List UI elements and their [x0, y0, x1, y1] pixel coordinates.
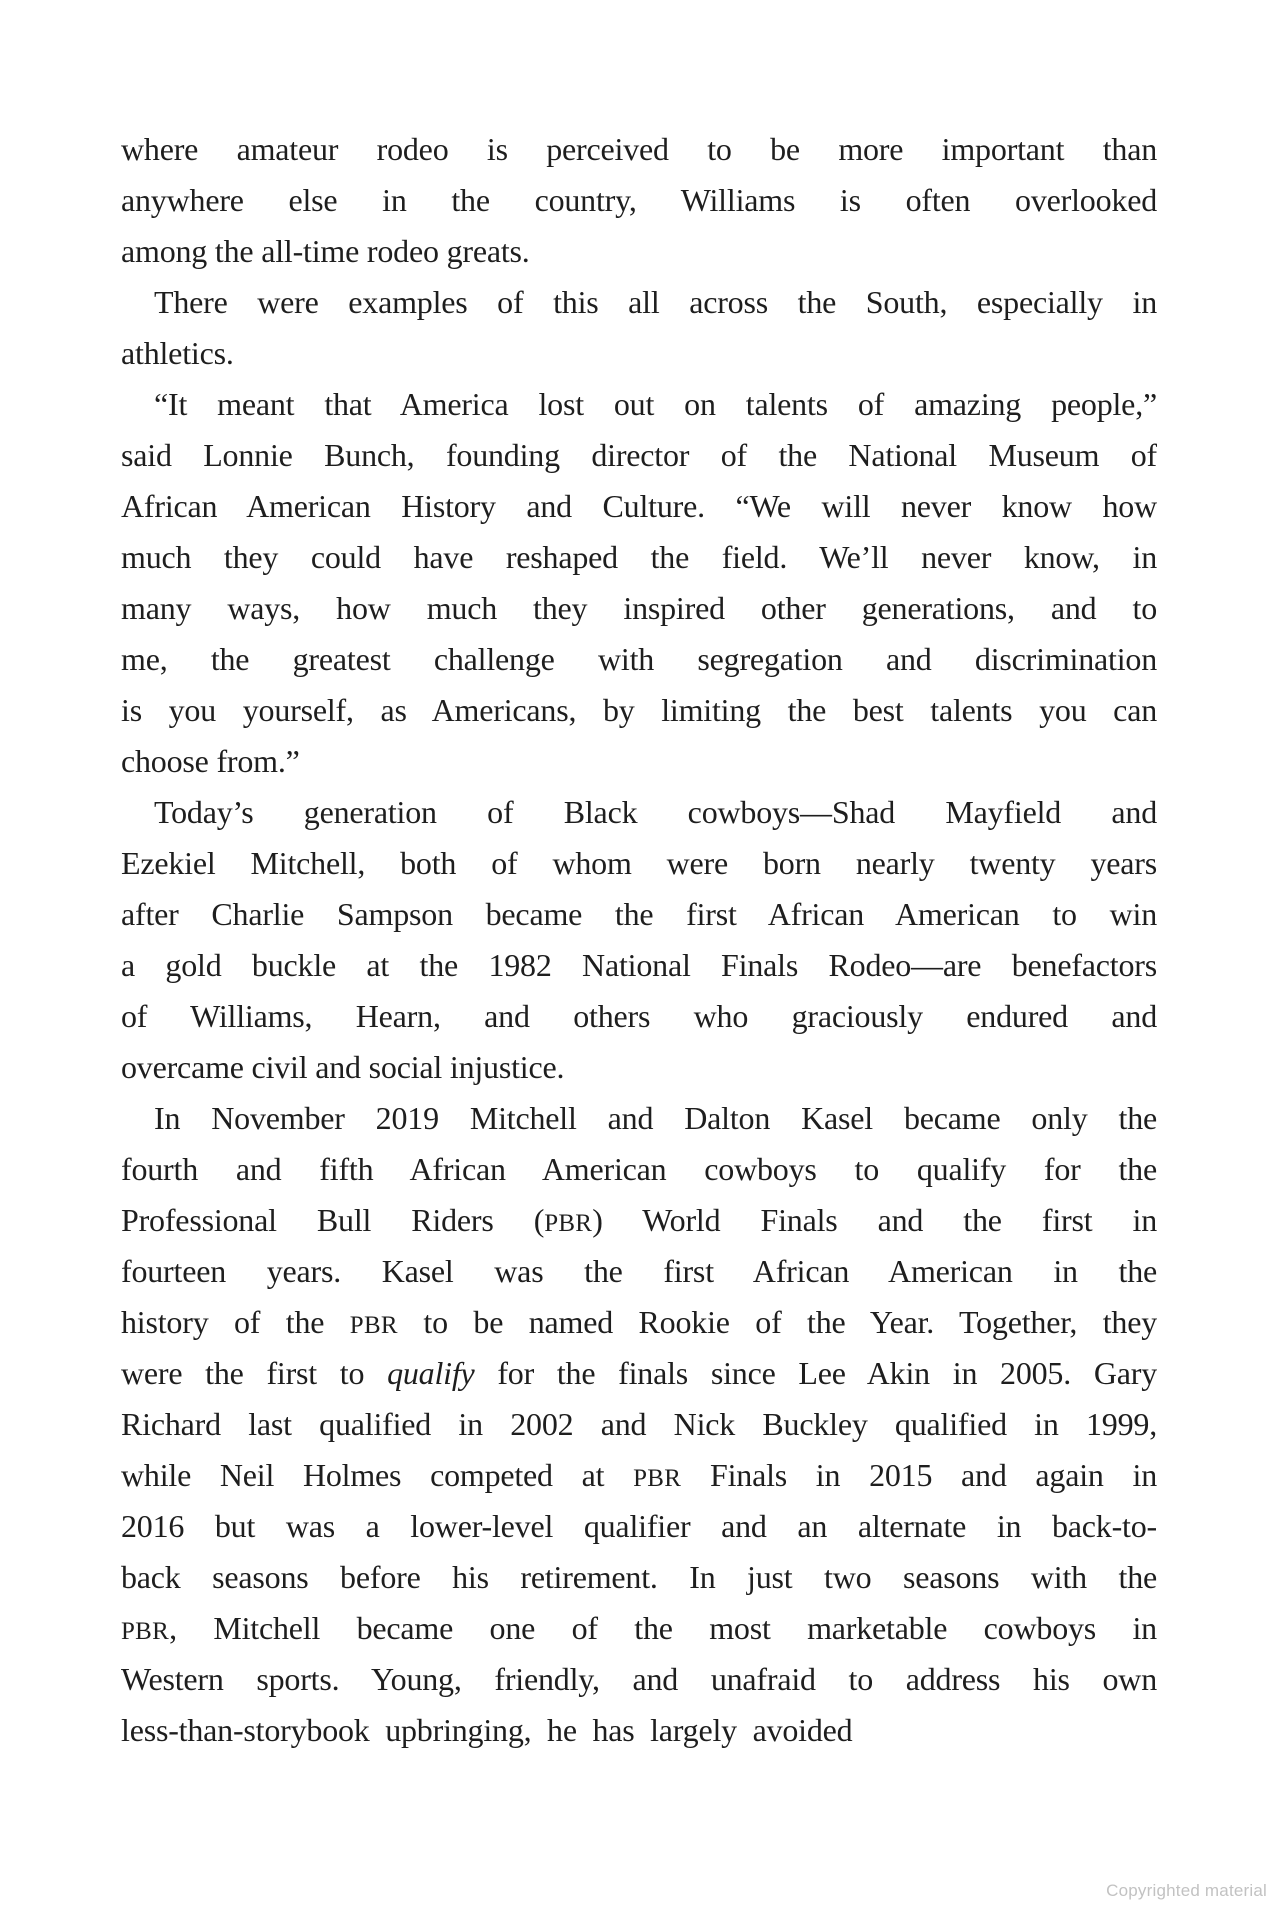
body-text: “It meant that America lost out on talents of amazing people,” — [154, 386, 1157, 422]
body-text: In November 2019 Mitchell and Dalton Kasel became only the — [154, 1100, 1157, 1136]
body-text: athletics. — [121, 335, 234, 371]
smallcaps-text: PBR — [544, 1210, 593, 1237]
text-line — [121, 328, 1157, 379]
text-line — [121, 1246, 1157, 1297]
text-line — [121, 889, 1157, 940]
text-line — [121, 1603, 1157, 1654]
copyright-watermark: Copyrighted material — [1106, 1881, 1267, 1900]
text-line — [121, 1552, 1157, 1603]
text-line — [121, 379, 1157, 430]
body-text: much they could have reshaped the field. We’ll never know, in — [121, 539, 1157, 575]
paragraph — [121, 277, 1157, 379]
smallcaps-text: PBR — [121, 1618, 170, 1645]
body-text: back seasons before his retirement. In just two seasons with the — [121, 1559, 1157, 1595]
text-line — [121, 1705, 1157, 1756]
body-text: to be named Rookie of the Year. Together, they — [397, 1304, 1157, 1340]
text-line — [121, 1450, 1157, 1501]
text-line — [121, 940, 1157, 991]
text-line — [121, 1399, 1157, 1450]
body-text: Richard last qualified in 2002 and Nick Buckley qualified in 1999, — [121, 1406, 1157, 1442]
page-text-block — [121, 124, 1157, 1756]
text-line — [121, 1195, 1157, 1246]
body-text: Finals in 2015 and again in — [681, 1457, 1157, 1493]
text-line — [121, 838, 1157, 889]
text-line — [121, 787, 1157, 838]
body-text: said Lonnie Bunch, founding director of the National Museum of — [121, 437, 1157, 473]
text-line — [121, 1093, 1157, 1144]
italic-text: qualify — [387, 1355, 475, 1391]
body-text: Today’s generation of Black cowboys—Shad Mayfield and — [154, 794, 1157, 830]
body-text: a gold buckle at the 1982 National Finals Rodeo—are benefactors — [121, 947, 1157, 983]
body-text: less-than-storybook upbringing, he has largely avoided — [121, 1712, 853, 1748]
body-text: among the all-time rodeo greats. — [121, 233, 530, 269]
body-text: is you yourself, as Americans, by limiting the best talents you can — [121, 692, 1157, 728]
text-line — [121, 277, 1157, 328]
text-line — [121, 583, 1157, 634]
body-text: were the first to — [121, 1355, 388, 1391]
body-text: while Neil Holmes competed at — [121, 1457, 634, 1493]
text-line — [121, 634, 1157, 685]
body-text: African American History and Culture. “We will never know how — [121, 488, 1157, 524]
smallcaps-text: PBR — [349, 1312, 398, 1339]
body-text: of Williams, Hearn, and others who graciously endured and — [121, 998, 1157, 1034]
body-text: where amateur rodeo is perceived to be more important than — [121, 131, 1157, 167]
body-text: for the finals since Lee Akin in 2005. Gary — [474, 1355, 1157, 1391]
paragraph — [121, 124, 1157, 277]
body-text: Ezekiel Mitchell, both of whom were born nearly twenty years — [121, 845, 1157, 881]
text-line — [121, 430, 1157, 481]
text-line — [121, 1348, 1157, 1399]
body-text: Western sports. Young, friendly, and unafraid to address his own — [121, 1661, 1157, 1697]
text-line — [121, 226, 1157, 277]
body-text: 2016 but was a lower-level qualifier and an alternate in back-to- — [121, 1508, 1157, 1544]
text-line — [121, 685, 1157, 736]
text-line — [121, 1042, 1157, 1093]
paragraph — [121, 787, 1157, 1093]
body-text: me, the greatest challenge with segregation and discrimination — [121, 641, 1157, 677]
smallcaps-text: PBR — [633, 1465, 682, 1492]
text-line — [121, 481, 1157, 532]
body-text: ) World Finals and the first in — [592, 1202, 1157, 1238]
text-line — [121, 175, 1157, 226]
text-line — [121, 532, 1157, 583]
text-line — [121, 1297, 1157, 1348]
body-text: many ways, how much they inspired other generations, and to — [121, 590, 1157, 626]
body-text: fourteen years. Kasel was the first African American in the — [121, 1253, 1157, 1289]
text-line — [121, 1501, 1157, 1552]
text-line — [121, 991, 1157, 1042]
body-text: , Mitchell became one of the most marketable cowboys in — [169, 1610, 1157, 1646]
body-text: choose from.” — [121, 743, 300, 779]
paragraph — [121, 1093, 1157, 1756]
body-text: overcame civil and social injustice. — [121, 1049, 565, 1085]
paragraph — [121, 379, 1157, 787]
text-line — [121, 124, 1157, 175]
text-line — [121, 1654, 1157, 1705]
text-line — [121, 736, 1157, 787]
body-text: history of the — [121, 1304, 350, 1340]
body-text: after Charlie Sampson became the first African American to win — [121, 896, 1157, 932]
body-text: There were examples of this all across the South, especially in — [154, 284, 1157, 320]
body-text: Professional Bull Riders ( — [121, 1202, 545, 1238]
text-line — [121, 1144, 1157, 1195]
body-text: anywhere else in the country, Williams is often overlooked — [121, 182, 1157, 218]
body-text: fourth and fifth African American cowboys to qualify for the — [121, 1151, 1157, 1187]
